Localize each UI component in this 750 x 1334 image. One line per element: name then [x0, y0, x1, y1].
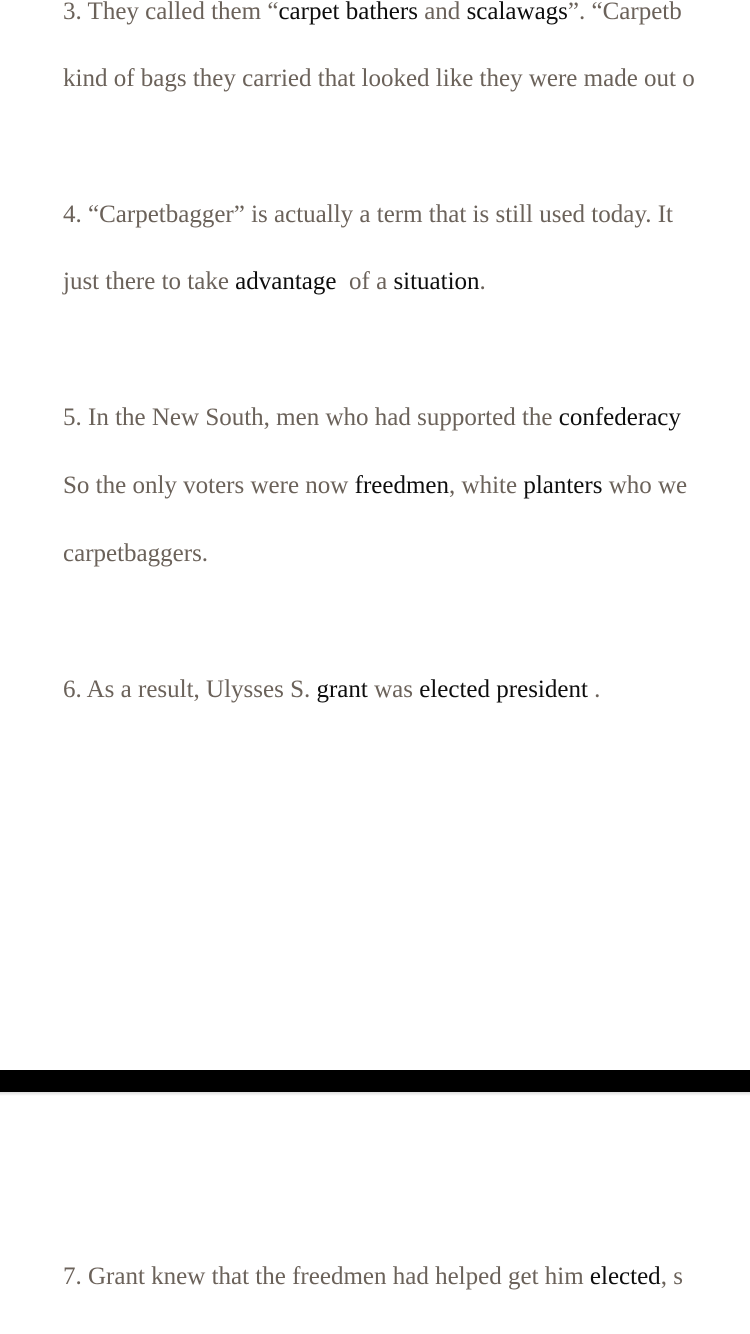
answer-planters: planters: [523, 472, 603, 499]
item-5-line-2: [63, 471, 687, 501]
answer-carpet-bathers: carpet bathers: [278, 0, 418, 25]
item-4-prompt-c: of a: [336, 268, 394, 295]
item-3-line-2: [63, 64, 695, 94]
answer-elected-president: elected president: [419, 676, 588, 703]
answer-elected: elected: [589, 1263, 661, 1290]
item-6-line-1: [63, 675, 600, 705]
item-4-line-1: [63, 200, 673, 230]
item-4-prompt-b: just there to take: [63, 268, 236, 295]
answer-situation: situation: [393, 268, 480, 295]
item-3-line-1: [63, 0, 682, 27]
answer-freedmen: freedmen: [354, 472, 450, 499]
item-3-prompt-c: ”. “Carpetb: [567, 0, 682, 25]
item-7-line-1: [63, 1262, 683, 1292]
item-4-line-2: [63, 267, 486, 297]
answer-advantage: advantage: [235, 268, 337, 295]
item-5-prompt-e: carpetbaggers.: [63, 540, 209, 567]
item-4-prompt-a: 4. “Carpetbagger” is actually a term that is still used today. It: [63, 201, 673, 228]
item-5-prompt-c: , white: [449, 472, 524, 499]
item-6-prompt-c: .: [587, 676, 601, 703]
item-4-prompt-d: .: [479, 268, 486, 295]
item-5-line-1: [63, 403, 681, 433]
item-6-prompt-a: 6. As a result, Ulysses S.: [63, 676, 317, 703]
page-divider: [0, 1070, 750, 1092]
answer-confederacy: confederacy: [558, 404, 681, 431]
item-5-prompt-b: So the only voters were now: [63, 472, 355, 499]
item-3-prompt-d: kind of bags they carried that looked like they were made out o: [63, 65, 695, 92]
answer-grant: grant: [316, 676, 368, 703]
item-3-prompt-a: 3. They called them “: [63, 0, 279, 25]
item-6-prompt-b: was: [367, 676, 420, 703]
answer-scalawags: scalawags: [466, 0, 568, 25]
page-divider-shadow: [0, 1092, 750, 1096]
item-5-prompt-d: who we: [602, 472, 688, 499]
item-5-prompt-a: 5. In the New South, men who had supported the: [63, 404, 559, 431]
item-5-line-3: [63, 539, 208, 569]
item-3-prompt-b: and: [417, 0, 467, 25]
item-7-prompt-a: 7. Grant knew that the freedmen had helped get him: [63, 1263, 590, 1290]
item-7-prompt-b: , s: [660, 1263, 683, 1290]
